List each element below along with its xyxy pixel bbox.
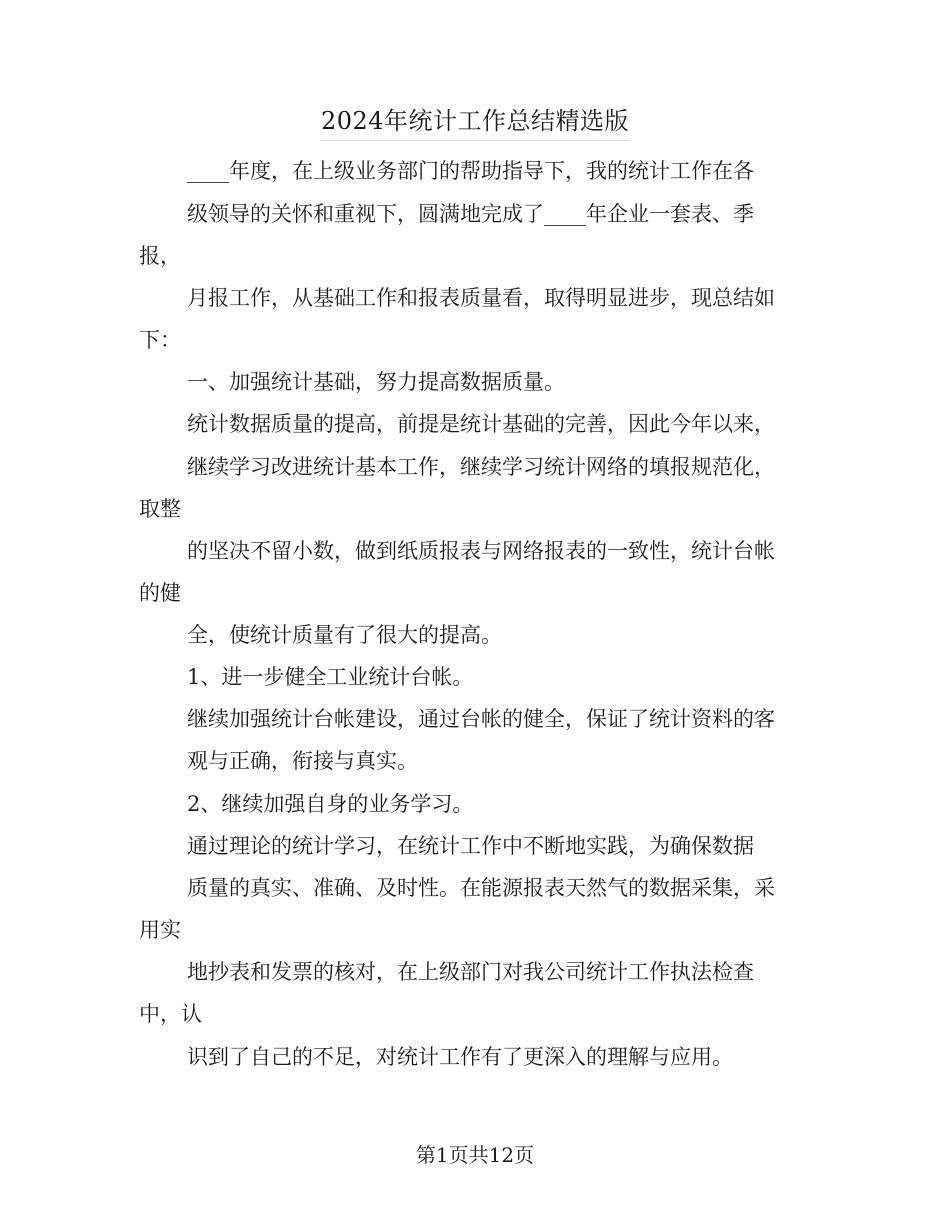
- body-line: 用实: [139, 918, 181, 942]
- body-line: 继续加强统计台帐建设，通过台帐的健全，保证了统计资料的客: [187, 707, 775, 731]
- body-line: 下：: [139, 328, 181, 352]
- body-line: 级领导的关怀和重视下，圆满地完成了____年企业一套表、季: [187, 202, 754, 226]
- section-heading: 一、加强统计基础，努力提高数据质量。: [187, 370, 565, 394]
- title-underline: [320, 140, 630, 141]
- page-number-footer: 第1页共12页: [415, 1143, 535, 1167]
- document-title: 2024年统计工作总结精选版: [320, 107, 630, 135]
- body-line: 识到了自己的不足，对统计工作有了更深入的理解与应用。: [187, 1045, 733, 1069]
- body-line: 观与正确，衔接与真实。: [187, 749, 418, 773]
- body-line: 统计数据质量的提高，前提是统计基础的完善，因此今年以来，: [187, 412, 775, 436]
- body-line: 的健: [139, 581, 181, 605]
- body-line: 报，: [139, 244, 181, 268]
- body-line: ____年度，在上级业务部门的帮助指导下，我的统计工作在各: [187, 159, 754, 183]
- body-line: 全，使统计质量有了很大的提高。: [187, 623, 502, 647]
- subsection-heading: 2、继续加强自身的业务学习。: [187, 792, 474, 816]
- body-line: 继续学习改进统计基本工作，继续学习统计网络的填报规范化，: [187, 455, 775, 479]
- body-line: 通过理论的统计学习，在统计工作中不断地实践，为确保数据: [187, 834, 754, 858]
- body-line: 取整: [139, 497, 181, 521]
- body-line: 月报工作，从基础工作和报表质量看，取得明显进步，现总结如: [187, 286, 775, 310]
- body-line: 地抄表和发票的核对，在上级部门对我公司统计工作执法检查: [187, 960, 754, 984]
- body-line: 的坚决不留小数，做到纸质报表与网络报表的一致性，统计台帐: [187, 539, 775, 563]
- body-line: 质量的真实、准确、及时性。在能源报表天然气的数据采集，采: [187, 876, 775, 900]
- subsection-heading: 1、进一步健全工业统计台帐。: [187, 665, 474, 689]
- body-line: 中，认: [139, 1002, 202, 1026]
